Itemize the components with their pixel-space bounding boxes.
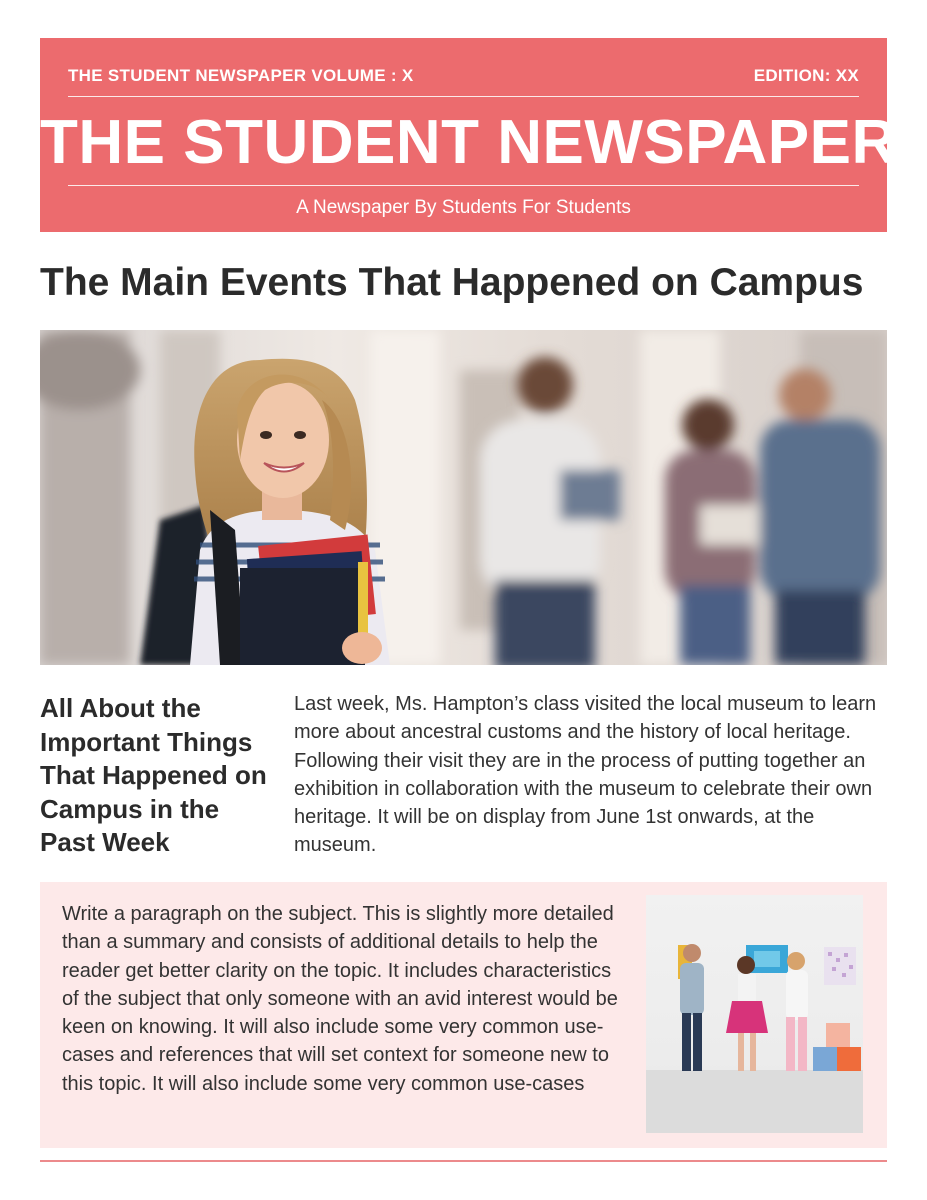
volume-label: THE STUDENT NEWSPAPER VOLUME : X: [68, 66, 414, 85]
article-subheading: All About the Important Things That Happened on Campus in the Past Week: [40, 693, 267, 857]
edition-label: EDITION: XX: [753, 66, 859, 85]
newspaper-title: THE STUDENT NEWSPAPER: [40, 108, 897, 177]
newspaper-tagline: A Newspaper By Students For Students: [296, 197, 631, 218]
callout-paragraph: Write a paragraph on the subject. This is slightly more detailed than a summary and consists of additional details to help the reader get better clarity on the topic. It includes characteristics of the subject that only someone with an avid interest would be keen on knowing. It will also include some very common use-cases and references that will set context for someone new to this topic. It will also include some very common use-cases: [62, 903, 618, 1095]
footer-divider: [40, 1160, 887, 1162]
hero-photo-students: [40, 330, 887, 665]
article-body: Last week, Ms. Hampton’s class visited the local museum to learn more about ancestral customs and the history of local heritage. Following their visit they are in the process of putting together an exhibition in collaboration with the museum to celebrate their own heritage. It will be on display from June 1st onwards, at the museum.: [294, 693, 877, 857]
gallery-photo: [646, 895, 863, 1133]
hero-photo-illustration: [40, 330, 887, 665]
masthead-divider-bottom: [68, 185, 859, 186]
masthead-top-bar: [68, 66, 859, 86]
gallery-photo-illustration: [646, 895, 863, 1133]
callout-box: [40, 882, 887, 1148]
masthead: [40, 38, 897, 232]
masthead-divider-top: [68, 96, 859, 97]
main-headline: The Main Events That Happened on Campus: [40, 261, 864, 304]
